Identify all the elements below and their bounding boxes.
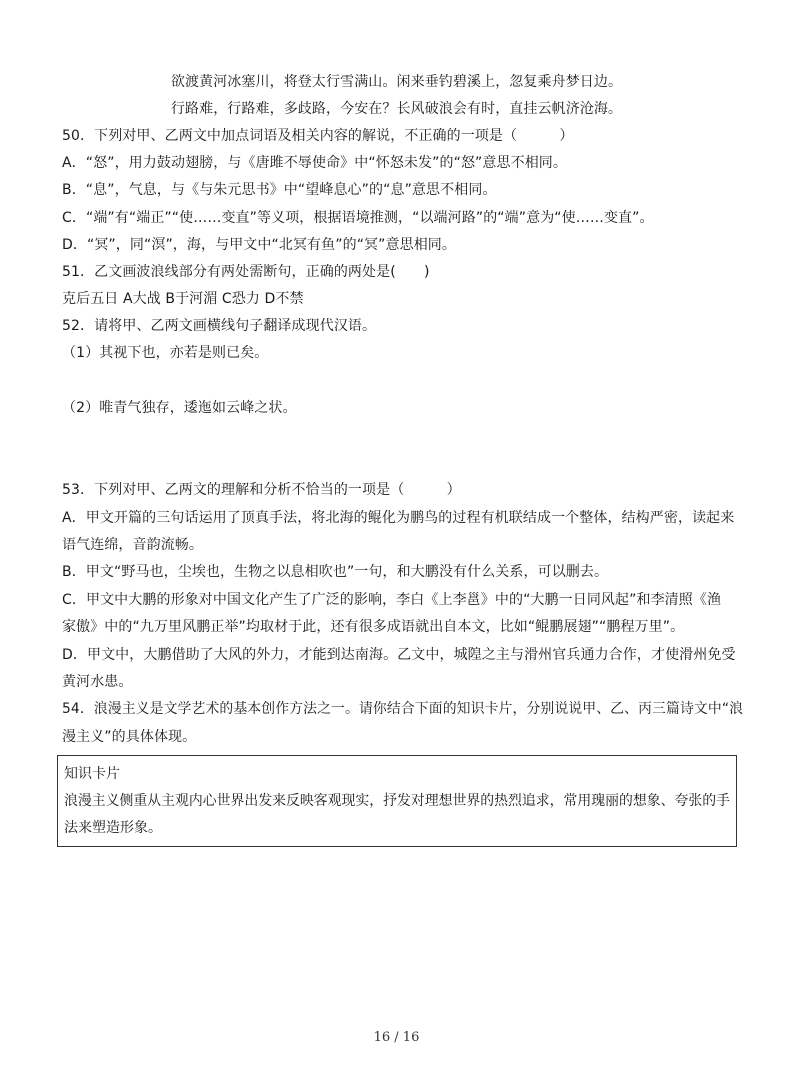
page-number: 16 / 16 [373,1030,420,1045]
question-54-line-1: 54．浪漫主义是文学艺术的基本创作方法之一。请你结合下面的知识卡片，分别说说甲、乙、丙三篇诗文中“浪 [62,701,744,717]
question-53-option-a-line-1: A．甲文开篇的三句话运用了顶真手法，将北海的鲲化为鹏鸟的过程有机联结成一个整体，结构严密，读起来 [62,510,735,526]
question-51-stem: 51．乙文画波浪线部分有两处需断句，正确的两处是( ) [62,264,430,280]
question-52-sentence-2: （2）唯青气独存，逶迤如云峰之状。 [62,400,297,416]
question-53-option-a-line-2: 语气连绵，音韵流畅。 [62,537,203,553]
knowledge-card-line-1: 浪漫主义侧重从主观内心世界出发来反映客观现实，抒发对理想世界的热烈追求，常用瑰丽的想象、夸张的手 [64,793,730,809]
question-52-stem: 52．请将甲、乙两文画横线句子翻译成现代汉语。 [62,318,377,334]
question-50-option-c: C．“端”有“端正”“使……变直”等义项，根据语境推测，“以端河路”的“端”意为“使……变直”。 [62,210,654,226]
poem-line-1: 欲渡黄河冰塞川，将登太行雪满山。闲来垂钓碧溪上，忽复乘舟梦日边。 [170,74,623,90]
question-53-option-c-line-2: 家傲》中的“九万里风鹏正举”均取材于此，还有很多成语就出自本文，比如“鲲鹏展翅”“鹏程万里”。 [62,619,685,635]
poem-line-2: 行路难，行路难，多歧路，今安在？长风破浪会有时，直挂云帆济沧海。 [170,101,623,117]
question-50-option-b: B．“息”，气息，与《与朱元思书》中“望峰息心”的“息”意思不相同。 [62,182,497,198]
question-53-option-d-line-1: D．甲文中，大鹏借助了大风的外力，才能到达南海。乙文中，城隍之主与滑州官兵通力合作，才使滑州免受 [62,647,736,663]
question-53-option-d-line-2: 黄河水患。 [62,674,133,690]
question-50-option-d: D．“冥”，同“溟”，海，与甲文中“北冥有鱼”的“冥”意思相同。 [62,237,457,253]
knowledge-card-line-2: 法来塑造形象。 [64,820,162,836]
knowledge-card-title: 知识卡片 [64,766,120,782]
question-50-option-a: A．“怒”，用力鼓动翅膀，与《唐雎不辱使命》中“怀怒未发”的“怒”意思不相同。 [62,155,567,171]
question-53-option-b: B．甲文“野马也，尘埃也，生物之以息相吹也”一句，和大鹏没有什么关系，可以删去。 [62,564,609,580]
question-53-option-c-line-1: C．甲文中大鹏的形象对中国文化产生了广泛的影响，李白《上李邕》中的“大鹏一日同风起”和李清照《渔 [62,592,722,608]
question-51-options: 克后五日 A大战 B于河湄 C恐力 D不禁 [62,291,304,307]
question-52-sentence-1: （1）其视下也，亦若是则已矣。 [62,345,269,361]
question-54-line-2: 漫主义”的具体体现。 [62,729,197,745]
knowledge-card [57,755,737,847]
question-53-stem: 53．下列对甲、乙两文的理解和分析不恰当的一项是（ ） [62,482,461,498]
question-50-stem: 50．下列对甲、乙两文中加点词语及相关内容的解说，不正确的一项是（ ） [62,128,574,144]
